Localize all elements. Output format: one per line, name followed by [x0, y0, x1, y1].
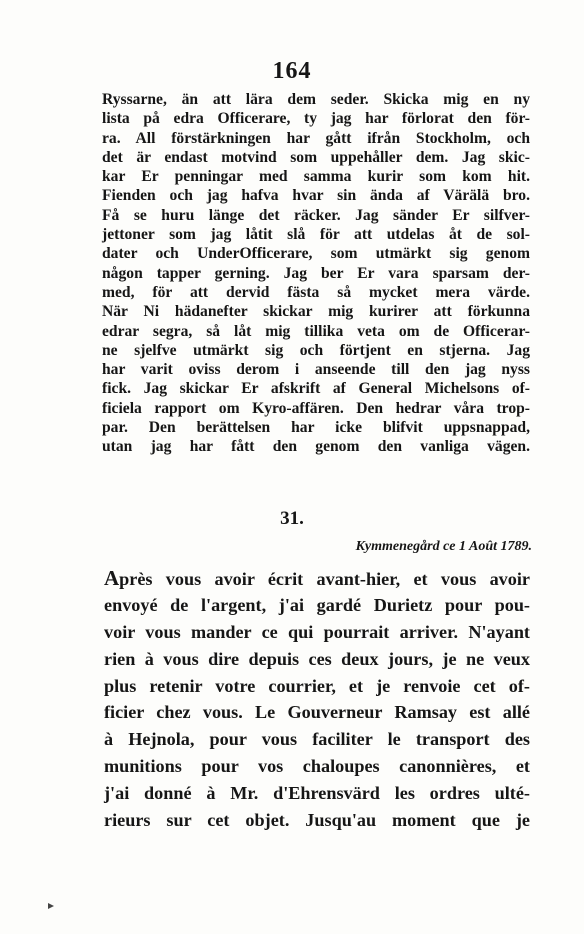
text-line: ne sjelfve utmärkt sig och förtjent en stjerna. Jag: [102, 341, 530, 359]
swedish-letter-text: [102, 90, 530, 457]
text-line: det är endast motvind som uppehåller dem. Jag skic-: [102, 148, 530, 166]
text-line: jettoner som jag låtit slå för att utdelas åt de sol-: [102, 226, 530, 244]
text-line: dater och UnderOfficerare, som utmärkt sig genom: [102, 245, 530, 263]
page-number: 164: [272, 58, 312, 84]
letter-number: 31.: [280, 508, 304, 529]
letter-dateline: Kymmenegård ce 1 Août 1789.: [355, 539, 532, 554]
text-line: När Ni hädanefter skickar mig kurirer att förkunna: [102, 303, 530, 321]
text-line: Après vous avoir écrit avant-hier, et vous avoir: [104, 566, 530, 590]
margin-mark: [48, 903, 54, 909]
text-line: Få se huru länge det räcker. Jag sänder Er silfver-: [102, 206, 530, 224]
text-line: lista på edra Officerare, ty jag har förlorat den för-: [102, 110, 530, 128]
text-line: ra. All förstärkningen har gått ifrån Stockholm, och: [102, 129, 530, 147]
text-line: ficier chez vous. Le Gouverneur Ramsay est allé: [104, 702, 530, 723]
text-line: har varit oviss derom i anseende till den jag nyss: [102, 361, 530, 379]
text-line: plus retenir votre courrier, et je renvoie cet of-: [104, 675, 530, 696]
text-line: någon tapper gerning. Jag ber Er vara sparsam der-: [102, 264, 530, 282]
text-line: edrar segra, så låt mig tillika veta om de Officerar-: [102, 322, 530, 340]
text-line: par. Den berättelsen har icke blifvit uppsnappad,: [102, 419, 530, 437]
text-line: voir vous mander ce qui pourrait arriver. N'ayant: [104, 621, 530, 642]
text-line: utan jag har fått den genom den vanliga vägen.: [102, 438, 530, 456]
text-line: j'ai donné à Mr. d'Ehrensvärd les ordres ulté-: [104, 783, 530, 804]
text-line: à Hejnola, pour vous faciliter le transport des: [104, 729, 530, 750]
text-line: fick. Jag skickar Er afskrift af General Michelsons of-: [102, 380, 530, 398]
text-line: Ryssarne, än att lära dem seder. Skicka mig en ny: [102, 91, 530, 108]
text-line: rieurs sur cet objet. Jusqu'au moment que je: [104, 810, 530, 831]
text-line: munitions pour vos chaloupes canonnières, et: [104, 756, 530, 777]
text-line: ficiela rapport om Kyro-affären. Den hedrar våra trop-: [102, 399, 530, 417]
text-line: rien à vous dire depuis ces deux jours, je ne veux: [104, 648, 530, 669]
text-line: Fienden och jag hafva hvar sin ända af Värälä bro.: [102, 187, 530, 205]
text-line: kar Er penningar med samma kurir som kom hit.: [102, 168, 530, 186]
french-letter-text: [104, 565, 530, 834]
text-line: med, för att dervid fästa så mycket mera värde.: [102, 283, 530, 301]
text-line: envoyé de l'argent, j'ai gardé Durietz pour pou-: [104, 594, 530, 615]
